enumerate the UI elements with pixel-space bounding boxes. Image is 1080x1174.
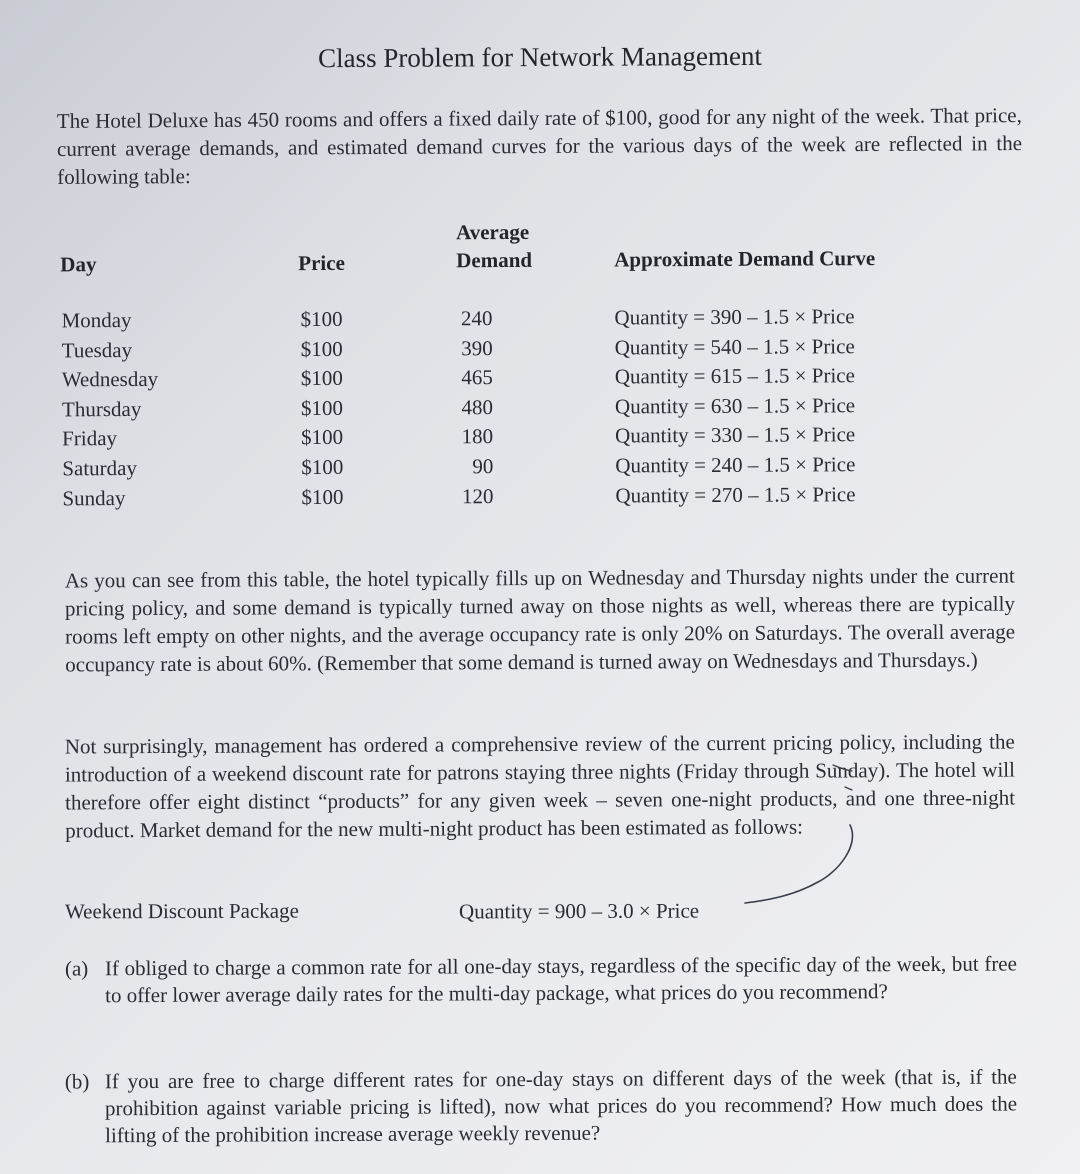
table-body	[58, 302, 959, 514]
pricing-review-paragraph: Not surprisingly, management has ordered a comprehensive review of the current pricing policy, including the introduction of a weekend discount rate for patrons staying three nights (Friday through Sunday). The hotel will therefore offer eight distinct “products” for any given week – seven one-night products, and one three-night product. Market demand for the new multi-night product has been estimated as follows:	[64, 729, 1016, 843]
cell-demand: 240	[460, 306, 493, 331]
question-a-label: (a)	[64, 956, 89, 981]
header-day: Day	[60, 252, 97, 277]
header-average-line1: Average	[456, 219, 530, 245]
table-row	[59, 331, 959, 365]
cell-demand: 390	[461, 335, 493, 360]
cell-day: Saturday	[62, 455, 138, 481]
cell-day: Thursday	[61, 396, 142, 422]
cell-curve: Quantity = 540 – 1.5 × Price	[614, 333, 855, 360]
cell-day: Friday	[62, 426, 118, 451]
cell-demand: 120	[461, 483, 494, 508]
question-b-text: If you are free to charge different rates for one-day stays on different days of the week (that is, if the prohibition against variable pricing is lifted), now what prices do you recommend? How much does the lifting of the prohibition increase average weekly revenue?	[104, 1064, 1018, 1148]
table-row	[59, 479, 959, 513]
table-row	[59, 450, 959, 484]
table-row	[59, 390, 959, 424]
header-demand-curve: Approximate Demand Curve	[614, 246, 876, 272]
demand-table	[58, 216, 958, 510]
header-price: Price	[298, 250, 345, 276]
intro-paragraph: The Hotel Deluxe has 450 rooms and offers a fixed daily rate of $100, good for any night of the week. That price, current average demands, and estimated demand curves for the various days of the week are reflected in the following table:	[56, 103, 1023, 189]
cell-price: $100	[300, 395, 344, 420]
cell-day: Wednesday	[61, 367, 159, 392]
header-average-demand	[456, 218, 532, 274]
question-b	[65, 1064, 1017, 1150]
cell-curve: Quantity = 630 – 1.5 × Price	[614, 392, 856, 419]
cell-price: $100	[300, 366, 343, 391]
occupancy-paragraph: As you can see from this table, the hotel typically fills up on Wednesday and Thursday nights under the current pricing policy, and some demand is typically turned away on those nights as well, whereas there are typically rooms left empty on other nights, and the average occupancy rate is only 20% on Saturdays. The overall average occupancy rate is about 60%. (Remember that some demand is turned away on Wednesdays and Thursdays.)	[64, 563, 1016, 677]
cell-day: Tuesday	[61, 337, 133, 362]
cell-price: $100	[300, 336, 343, 361]
header-average-line2: Demand	[456, 247, 533, 273]
package-demand-curve: Quantity = 900 – 3.0 × Price	[458, 898, 700, 924]
cell-day: Sunday	[62, 485, 126, 510]
cell-curve: Quantity = 330 – 1.5 × Price	[615, 422, 856, 448]
table-row	[59, 420, 959, 454]
cell-price: $100	[301, 484, 344, 509]
cell-curve: Quantity = 270 – 1.5 × Price	[615, 481, 856, 508]
cell-price: $100	[301, 425, 344, 450]
cell-demand: 90	[472, 454, 494, 479]
question-b-label: (b)	[64, 1069, 90, 1094]
table-row	[59, 361, 959, 395]
cell-curve: Quantity = 240 – 1.5 × Price	[615, 452, 856, 478]
cell-curve: Quantity = 615 – 1.5 × Price	[614, 363, 855, 389]
question-a-text: If obliged to charge a common rate for all one-day stays, regardless of the specific day of the week, but free to offer lower average daily rates for the multi-day package, what prices do you recommend?	[104, 951, 1017, 1008]
cell-demand: 480	[461, 394, 494, 420]
cell-day: Monday	[61, 307, 132, 333]
cell-price: $100	[301, 454, 344, 480]
table-row	[58, 302, 958, 336]
question-a	[65, 951, 1017, 1010]
package-name: Weekend Discount Package	[64, 898, 299, 924]
cell-demand: 180	[461, 424, 494, 449]
document-title: Class Problem for Network Management	[317, 40, 763, 74]
cell-demand: 465	[461, 365, 493, 390]
cell-price: $100	[300, 306, 343, 332]
cell-curve: Quantity = 390 – 1.5 × Price	[614, 304, 855, 330]
